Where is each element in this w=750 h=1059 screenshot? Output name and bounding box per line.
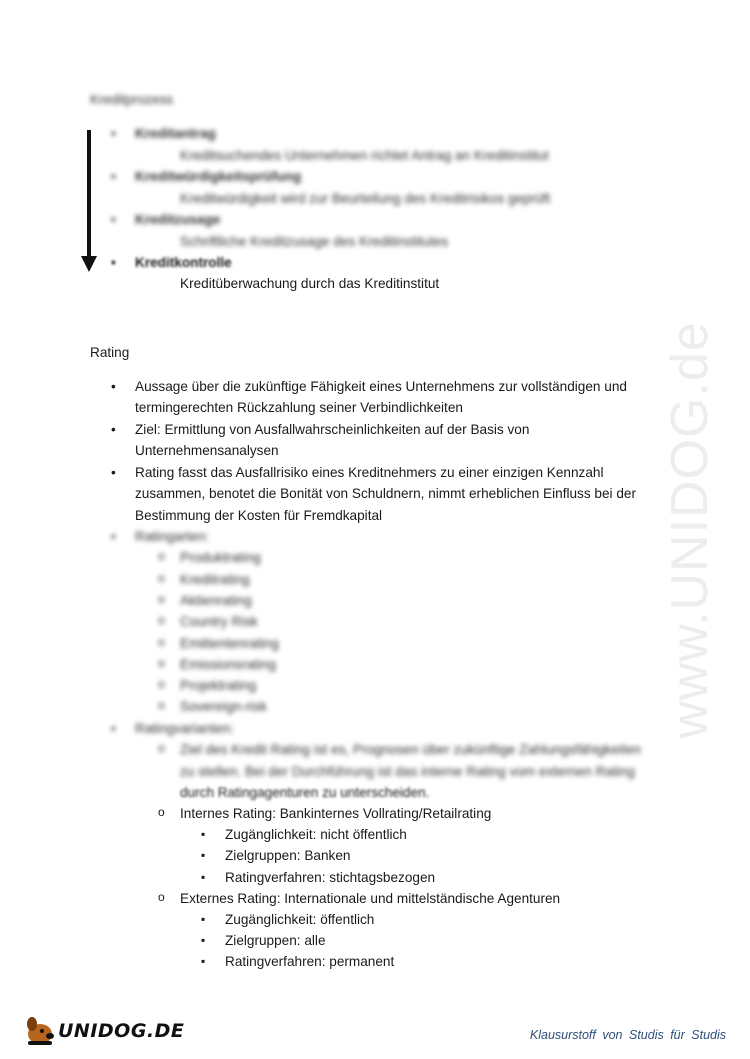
external-rating-item: ▪ Ratingverfahren: permanent bbox=[225, 951, 394, 972]
credit-step-desc: Schriftliche Kreditzusage des Kreditinstitutes bbox=[180, 234, 449, 249]
credit-step-desc: Kreditsuchendes Unternehmen richtet Antrag an Kreditinstitut bbox=[180, 148, 549, 163]
internal-rating-title: o Internes Rating: Bankinternes Vollrating/Retailrating bbox=[180, 803, 491, 824]
process-arrow-down-icon bbox=[81, 256, 97, 272]
credit-step-title: • Kreditantrag bbox=[135, 123, 216, 144]
footer-tagline: Klausurstoff von Studis für Studis bbox=[529, 1028, 726, 1042]
unidog-logo bbox=[22, 1014, 185, 1048]
rating-variants-intro-line: o Ziel des Kredit Rating ist es, Prognosen über zukünftige Zahlungsfähigkeiten bbox=[180, 739, 641, 760]
section-heading-credit-process: Kreditprozess bbox=[90, 92, 174, 107]
rating-type-item: o Country Risk bbox=[180, 611, 258, 632]
external-rating-title: o Externes Rating: Internationale und mittelständische Agenturen bbox=[180, 888, 560, 909]
credit-step-desc: Kreditüberwachung durch das Kreditinstitut bbox=[180, 276, 440, 291]
rating-types-label: • Ratingarten: bbox=[135, 526, 209, 547]
rating-type-item: o Sovereign-risk bbox=[180, 696, 267, 717]
dog-icon bbox=[22, 1014, 58, 1048]
credit-step-title: • Kreditwürdigkeitsprüfung bbox=[135, 166, 301, 187]
rating-type-item: o Emittentenrating bbox=[180, 633, 279, 654]
watermark: www.UNIDOG.de bbox=[661, 321, 719, 739]
credit-step-title: • Kreditkontrolle bbox=[135, 252, 232, 273]
section-heading-rating: Rating bbox=[90, 345, 130, 360]
credit-step-title: • Kreditzusage bbox=[135, 209, 220, 230]
internal-rating-item: ▪ Zielgruppen: Banken bbox=[225, 845, 350, 866]
rating-variants-label: • Ratingvarianten: bbox=[135, 718, 234, 739]
rating-type-item: o Projektrating bbox=[180, 675, 256, 696]
process-arrow-line bbox=[87, 130, 91, 260]
rating-variants-intro-line: zu stellen. Bei der Durchführung ist das interne Rating vom externen Rating bbox=[180, 764, 635, 779]
internal-rating-item: ▪ Zugänglichkeit: nicht öffentlich bbox=[225, 824, 407, 845]
rating-bullet-line: • Rating fasst das Ausfallrisiko eines Kreditnehmers zu einer einzigen Kennzahl bbox=[135, 462, 604, 483]
rating-type-item: o Aktienrating bbox=[180, 590, 252, 611]
rating-bullet-line: zusammen, benotet die Bonität von Schuldnern, nimmt erheblichen Einfluss bei der bbox=[135, 486, 636, 501]
internal-rating-item: ▪ Ratingverfahren: stichtagsbezogen bbox=[225, 867, 435, 888]
rating-bullet-line: • Aussage über die zukünftige Fähigkeit eines Unternehmens zur vollständigen und bbox=[135, 376, 627, 397]
external-rating-item: ▪ Zielgruppen: alle bbox=[225, 930, 326, 951]
rating-bullet-line: Bestimmung der Kosten für Fremdkapital bbox=[135, 508, 383, 523]
rating-bullet-line: termingerechten Rückzahlung seiner Verbindlichkeiten bbox=[135, 400, 463, 415]
logo-text: UNIDOG.DE bbox=[58, 1020, 185, 1042]
rating-bullet-line: Unternehmensanalysen bbox=[135, 443, 279, 458]
rating-bullet-line: • Ziel: Ermittlung von Ausfallwahrscheinlichkeiten auf der Basis von bbox=[135, 419, 529, 440]
external-rating-item: ▪ Zugänglichkeit: öffentlich bbox=[225, 909, 374, 930]
rating-type-item: o Produktrating bbox=[180, 547, 261, 568]
rating-type-item: o Kreditrating bbox=[180, 569, 250, 590]
rating-type-item: o Emissionsrating bbox=[180, 654, 276, 675]
rating-variants-intro-line: durch Ratingagenturen zu unterscheiden. bbox=[180, 785, 430, 800]
credit-step-desc: Kreditwürdigkeit wird zur Beurteilung des Kreditrisikos geprüft bbox=[180, 191, 551, 206]
